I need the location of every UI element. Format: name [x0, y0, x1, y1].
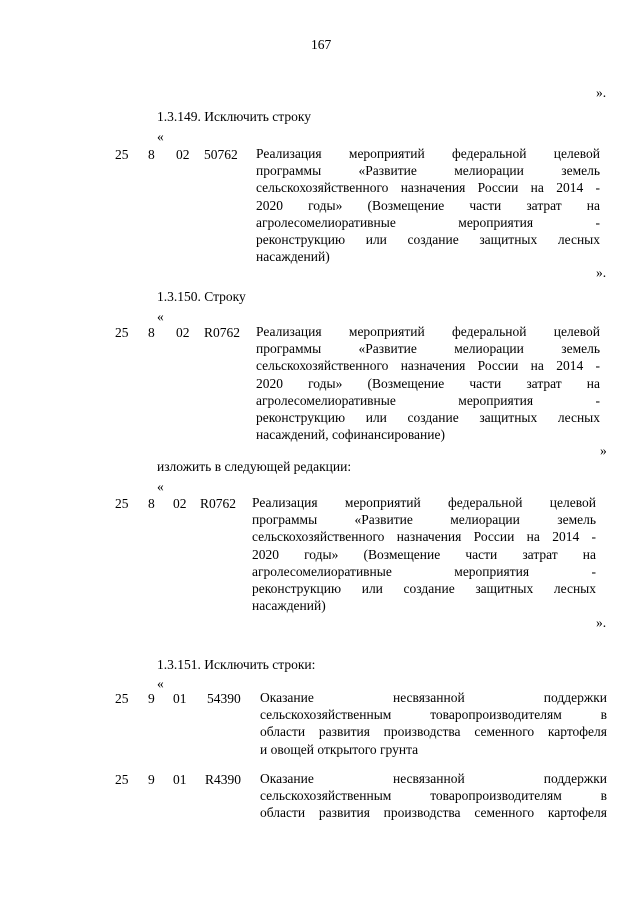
opening-quote: «: [157, 676, 164, 691]
desc-line: сельскохозяйственным товаропроизводителям в: [260, 707, 607, 723]
row-code-4: R4390: [205, 772, 242, 787]
row-code-4: 54390: [207, 691, 241, 706]
opening-quote: «: [157, 309, 164, 324]
item-149-heading: 1.3.149. Исключить строку: [157, 109, 311, 124]
row-code-1: 25: [115, 772, 129, 787]
desc-line: реконструкцию или создание защитных лесных: [256, 410, 600, 426]
desc-line: сельскохозяйственного назначения России на 2014 -: [256, 358, 600, 374]
item-151-heading: 1.3.151. Исключить строки:: [157, 657, 316, 672]
row-description: [252, 494, 596, 614]
desc-line: реконструкцию или создание защитных лесных: [252, 581, 596, 597]
row-code-4: 50762: [204, 147, 238, 162]
desc-line: насаждений): [252, 598, 326, 614]
desc-line: программы «Развитие мелиорации земель: [256, 163, 600, 179]
desc-line: Оказание несвязанной поддержки: [260, 771, 607, 786]
desc-line: сельскохозяйственного назначения России на 2014 -: [252, 529, 596, 545]
row-code-3: 01: [173, 691, 187, 706]
desc-line: агролесомелиоративные мероприятия -: [256, 214, 600, 230]
row-code-2: 9: [148, 691, 155, 706]
desc-line: 2020 годы» (Возмещение части затрат на: [256, 197, 600, 213]
desc-line: Реализация мероприятий федеральной целевой: [252, 495, 596, 510]
replace-instruction: изложить в следующей редакции:: [157, 459, 352, 474]
desc-line: программы «Развитие мелиорации земель: [252, 512, 596, 528]
desc-line: агролесомелиоративные мероприятия -: [252, 563, 596, 579]
desc-line: насаждений, софинансирование): [256, 427, 445, 443]
row-code-1: 25: [115, 147, 129, 162]
row-code-1: 25: [115, 691, 129, 706]
desc-line: реконструкцию или создание защитных лесных: [256, 232, 600, 248]
row-description: [256, 145, 600, 265]
desc-line: насаждений): [256, 249, 330, 265]
row-description: [260, 689, 607, 758]
row-code-4: R0762: [204, 325, 241, 340]
closing-quote: ».: [596, 265, 607, 280]
row-code-2: 8: [148, 496, 155, 511]
desc-line: сельскохозяйственного назначения России на 2014 -: [256, 180, 600, 196]
page-number: 167: [311, 37, 332, 52]
desc-line: сельскохозяйственным товаропроизводителям в: [260, 788, 607, 804]
row-code-1: 25: [115, 496, 129, 511]
row-code-3: 02: [176, 325, 190, 340]
closing-quote: »: [600, 443, 607, 458]
item-150-heading: 1.3.150. Строку: [157, 289, 246, 304]
row-code-3: 02: [176, 147, 190, 162]
desc-line: области развития производства семенного картофеля: [260, 724, 607, 740]
desc-line: программы «Развитие мелиорации земель: [256, 341, 600, 357]
closing-quote: ».: [596, 615, 607, 630]
desc-line: Реализация мероприятий федеральной целевой: [256, 324, 600, 339]
desc-line: области развития производства семенного картофеля: [260, 805, 607, 821]
desc-line: 2020 годы» (Возмещение части затрат на: [256, 375, 600, 391]
row-code-4: R0762: [200, 496, 237, 511]
closing-quote-prev: ».: [596, 85, 607, 100]
row-code-1: 25: [115, 325, 129, 340]
row-code-3: 01: [173, 772, 187, 787]
row-description: [256, 323, 600, 443]
opening-quote: «: [157, 479, 164, 494]
row-code-3: 02: [173, 496, 187, 511]
desc-line: 2020 годы» (Возмещение части затрат на: [252, 546, 596, 562]
desc-line: агролесомелиоративные мероприятия -: [256, 392, 600, 408]
row-description: [260, 770, 607, 822]
desc-line: Реализация мероприятий федеральной целевой: [256, 146, 600, 161]
row-code-2: 9: [148, 772, 155, 787]
desc-line: и овощей открытого грунта: [260, 741, 419, 757]
desc-line: Оказание несвязанной поддержки: [260, 690, 607, 705]
opening-quote: «: [157, 129, 164, 144]
row-code-2: 8: [148, 147, 155, 162]
row-code-2: 8: [148, 325, 155, 340]
